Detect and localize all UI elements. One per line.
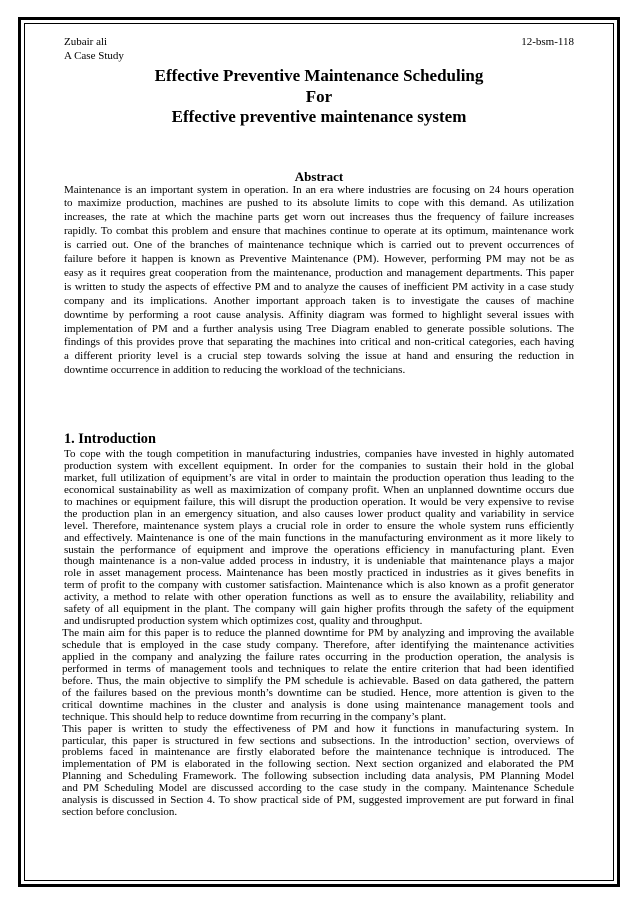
abstract-body [64,184,574,379]
intro-paragraph-1 [64,449,574,628]
intro-line: technique. This should help to reduce downtime from recurring in the company’s plant. [62,710,447,723]
header-row [64,36,574,50]
intro-line: and PM Scheduling Model are discussed according to the case study in the company. Maintenance Schedule [62,782,574,795]
intro-line: the production plan in an emergency situation, and also causes lower product quality and variability in service [64,507,574,520]
intro-line: critical downtime machines in the cluster and analysis is done using maintenance management tools and [62,698,574,711]
abstract-line: downtime by performing a root cause analysis. Affinity diagram was formed to highlight several issues with [64,308,574,321]
intro-line: level. Therefore, maintenance system plays a crucial role in order to ensure the whole system runs efficiently [64,519,574,532]
intro-line: role in asset management process. Maintenance has been mostly practiced in industries as it gives benefits in [64,567,574,580]
intro-paragraph-2 [62,628,574,724]
abstract-heading: Abstract [294,169,344,184]
abstract-line: findings of this provides prove that separating the machines into critical and non-critical categories, each having [64,336,574,349]
intro-line: before. Thus, the main objective to simplify the PM schedule is achievable. Based on data gathered, the pattern [62,674,574,687]
document-header [64,36,574,63]
intro-line: production system with excellent equipment. In order for the companies to sustain their hold in the global [64,459,574,472]
title-line-3: Effective preventive maintenance system [171,107,467,126]
intro-paragraph-3 [62,724,574,820]
abstract-line: company and its implications. Another important approach taken is to investigate the causes of machine [64,294,574,307]
title-line-1: Effective Preventive Maintenance Scheduling [154,66,484,85]
intro-line: To cope with the tough competition in manufacturing industries, companies have invested in highly automated [64,448,574,460]
intro-line: analysis is discussed in Section 4. To show practical side of PM, suggested improvement are put forward in final [62,794,574,807]
intro-line: and undisrupted production system which optimizes cost, quality and throughput. [64,615,423,628]
abstract-line: to maximize production, machines are pushed to its absolute limits to cope with this demand. As utilization [64,197,574,210]
author-name: Zubair ali [64,36,108,48]
intro-line: This paper is written to study the effectiveness of PM and how it functions in manufacturing system. In [62,722,574,735]
introduction-heading: 1. Introduction [64,431,156,447]
intro-line: applied in the company and analyzing the failure rates occurring in the production operation, the analysis is [62,650,574,663]
abstract-line: failure before it happen is known as Preventive Maintenance (PM). However, performing PM may not be as [64,253,574,266]
intro-line: section before conclusion. [62,806,178,819]
intro-line: sustain the performance of equipment and improve the operations efficiency in manufacturing plant. Even [64,543,574,556]
intro-line: problems faced in maintenance are firstly elaborated before the maintenance technique is introduced. The [62,746,574,759]
intro-line: to machines or equipment failure, this will disrupt the production operation. It would be very expensive to revise [64,495,574,508]
intro-line: implementation of PM is elaborated in the following section. Next section organized and elaborated the PM [62,758,574,771]
intro-line: though maintenance is a non-value added process in industry, it is undeniable that maintenance plays a major [64,555,574,568]
abstract-line: rapidly. To combat this problem and ensure that machines continue to operate at its optimum, maintenance work [64,225,574,238]
abstract-line: is carried out. One of the branches of maintenance technique which is carried out to prevent occurrences of [64,239,574,252]
document-type: A Case Study [64,49,124,62]
abstract-line: downtime occurrence in addition to reducing the workload of the technicians. [64,364,406,377]
abstract-line: a different priority level is a crucial step towards solving the issue at hand and ensuring the reduction in [64,350,574,363]
intro-line: performed in terms of management tools and techniques to relate the entire criterion that had been identified [62,662,574,675]
intro-line: Planning and Scheduling Framework. The following subsection including data analysis, PM Planning Model [62,770,574,783]
intro-line: particular, this paper is structured in few sections and subsections. In the introduction’ section, overviews of [62,734,574,747]
intro-line: schedule that is employed in the case study company. Therefore, after identifying the maintenance activities [62,639,574,651]
abstract-line: is written to study the aspects of effective PM and to analyze the causes of inefficient PM activity in a case study [64,280,574,293]
abstract-line: implementation of PM and a further analysis using Tree Diagram enabled to generate possible solutions. The [64,322,574,335]
intro-line: market, full utilization of equipment’s are vital in order to maintain the production operation thus leading to the [64,471,574,484]
intro-line: term of profit to the company with customer satisfaction. Maintenance which is also known as a profit generator [64,579,574,592]
intro-line: economical sustainability as well as maximization of company profit. When an unplanned downtime occurs due [64,483,574,496]
abstract-line: increases, the rate at which the machine parts get worn out increases thus the frequency of failure increases [64,211,574,224]
intro-line: activity, a method to relate with other operation functions as well as to ensure the availability, reliability and [64,591,574,604]
title-line-2: For [305,86,333,106]
intro-line: The main aim for this paper is to reduce the planned downtime for PM by analyzing and improving the available [62,627,574,640]
introduction-body [64,449,574,819]
intro-line: and effectively. Maintenance is one of the main functions in the manufacturing environment as it more likely to [64,531,574,544]
abstract-line: easy as it requires great cooperation from the maintenance, production and management departments. This paper [64,266,574,279]
document-title [64,66,574,128]
intro-line: safety of all equipment in the plant. The company will gain higher profits through the safety of the equipment [64,603,574,616]
roll-number: 12-bsm-118 [521,36,574,48]
abstract-line: Maintenance is an important system in operation. In an era where industries are focusing on 24 hours operation [64,183,574,196]
intro-line: of the failures based on the previous month’s downtime can be studied. Hence, more attention is given to the [62,686,574,699]
